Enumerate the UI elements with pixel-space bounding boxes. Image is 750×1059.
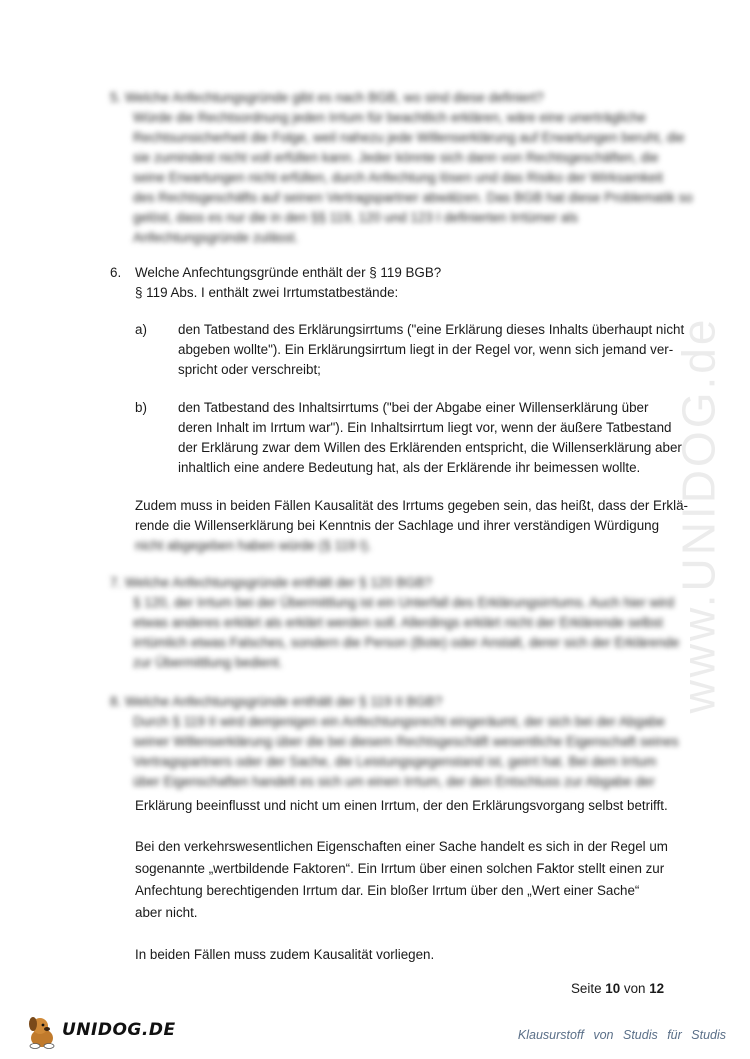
text-line: Zudem muss in beiden Fällen Kausalität des Irrtums gegeben sein, das heißt, dass der Erklä- bbox=[135, 498, 689, 513]
page-total: 12 bbox=[649, 981, 665, 996]
text-line: den Tatbestand des Erklärungsirrtums ("eine Erklärung dieses Inhalts überhaupt nicht bbox=[178, 322, 685, 337]
text-line: deren Inhalt im Irrtum war"). Ein Inhaltsirrtum liegt vor, wenn der äußere Tatbestand bbox=[178, 420, 672, 435]
text-line: der Erklärung zwar dem Willen des Erklärenden entspricht, die Willenserklärung aber bbox=[178, 440, 682, 455]
text-line: den Tatbestand des Inhaltsirrtums ("bei der Abgabe einer Willenserklärung über bbox=[178, 400, 649, 415]
question-number: 6. bbox=[110, 265, 122, 280]
text-line: inhaltlich eine andere Bedeutung hat, als der Erklärende ihr beimessen wollte. bbox=[178, 460, 641, 475]
text-line: 7. Welche Anfechtungsgründe enthält der § 120 BGB? bbox=[110, 575, 433, 590]
text-line: sogenannte „wertbildende Faktoren“. Ein Irrtum über einen solchen Faktor stellt einen zur bbox=[135, 861, 665, 876]
text-line: Bei den verkehrswesentlichen Eigenschaften einer Sache handelt es sich in der Regel um bbox=[135, 839, 668, 854]
logo-text: UNIDOG.DE bbox=[62, 1020, 176, 1040]
text-line: Anfechtungsgründe zulässt. bbox=[133, 230, 299, 245]
text-line: In beiden Fällen muss zudem Kausalität vorliegen. bbox=[135, 947, 435, 962]
text-line: Rechtsunsicherheit die Folge, weil nahezu jede Willenserklärung auf Erwartungen beruht, die bbox=[133, 130, 685, 145]
item-a-label: a) bbox=[135, 322, 147, 337]
text-line: über Eigenschaften handelt es sich um einen Irrtum, der den Entschluss zur Abgabe der bbox=[133, 774, 655, 789]
text-line: Erklärung beeinflusst und nicht um einen Irrtum, der den Erklärungsvorgang selbst betrifft. bbox=[135, 798, 668, 813]
text-line: 8. Welche Anfechtungsgründe enthält der § 119 II BGB? bbox=[110, 694, 443, 709]
text-line: seiner Willenserklärung über die bei diesem Rechtsgeschäft wesentliche Eigenschaft seines bbox=[133, 734, 679, 749]
text-line: abgeben wollte"). Ein Erklärungsirrtum liegt in der Regel vor, wenn sich jemand ver- bbox=[178, 342, 674, 357]
item-b-label: b) bbox=[135, 400, 147, 415]
text-line: seine Erwartungen nicht erfüllen, durch Anfechtung lösen und das Risiko der Wirksamkeit bbox=[133, 170, 663, 185]
text-line: gelöst, dass es nur die in den §§ 119, 120 und 123 I definierten Irrtümer als bbox=[133, 210, 578, 225]
watermark: www.UNIDOG.de bbox=[672, 316, 725, 714]
text-line: etwas anderes erklärt als erklärt werden soll. Allerdings erklärt nicht der Erklärende selbst bbox=[133, 615, 663, 630]
text-line: zur Übermittlung bedient. bbox=[133, 655, 283, 670]
question-intro: § 119 Abs. I enthält zwei Irrtumstatbestände: bbox=[135, 285, 399, 300]
question-title: Welche Anfechtungsgründe enthält der § 119 BGB? bbox=[135, 265, 442, 280]
page-prefix: Seite bbox=[571, 981, 602, 996]
slogan: Klausurstoff von Studis für Studis bbox=[517, 1028, 726, 1042]
text-line: Vertragspartners oder der Sache, die Leistungsgegenstand ist, geirrt hat. Bei dem Irrtum bbox=[133, 754, 657, 769]
text-line: irrtümlich etwas Falsches, sondern die Person (Bote) oder Anstalt, derer sich der Erklärende bbox=[133, 635, 680, 650]
dog-icon bbox=[22, 1012, 62, 1052]
text-line: Würde die Rechtsordnung jeden Irrtum für beachtlich erklären, wäre eine unerträgliche bbox=[133, 110, 646, 125]
text-line: rende die Willenserklärung bei Kenntnis der Sachlage und ihrer verständigen Würdigung bbox=[135, 518, 660, 533]
text-line: Durch § 119 II wird demjenigen ein Anfechtungsrecht eingeräumt, der sich bei der Abgabe bbox=[133, 714, 665, 729]
text-line: nicht abgegeben haben würde (§ 119 I). bbox=[135, 538, 372, 553]
text-line: 5. Welche Anfechtungsgründe gibt es nach BGB, wo sind diese definiert? bbox=[110, 90, 544, 105]
text-line: des Rechtsgeschäfts auf seinen Vertragspartner abwälzen. Das BGB hat diese Problematik so bbox=[133, 190, 693, 205]
page-number bbox=[571, 981, 664, 996]
text-line: § 120, der Irrtum bei der Übermittlung ist ein Unterfall des Erklärungsirrtums. Auch hier wird bbox=[133, 595, 675, 610]
text-line: Anfechtung berechtigenden Irrtum dar. Ein bloßer Irrtum über den „Wert einer Sache“ bbox=[135, 883, 640, 898]
text-line: aber nicht. bbox=[135, 905, 198, 920]
page-sep: von bbox=[623, 981, 646, 996]
text-line: sie zumindest nicht voll erfüllen kann. Jeder könnte sich dann von Rechtsgeschäften, die bbox=[133, 150, 659, 165]
page-current: 10 bbox=[605, 981, 621, 996]
text-line: spricht oder verschreibt; bbox=[178, 362, 321, 377]
unidog-logo bbox=[22, 1012, 176, 1052]
